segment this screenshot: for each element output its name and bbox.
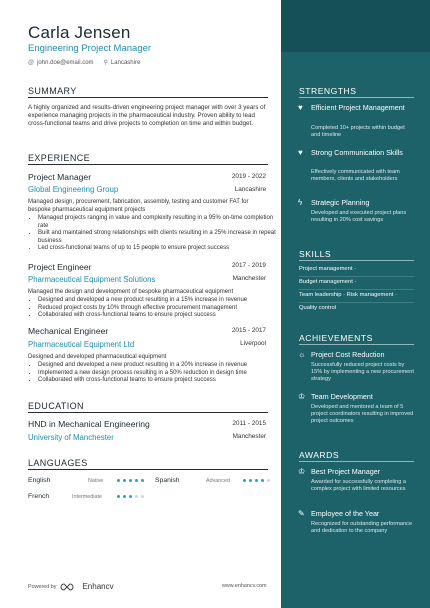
job-location: Liverpool [240, 340, 266, 347]
education-heading: EDUCATION [28, 401, 84, 411]
rating-dot [129, 495, 132, 498]
achievement-title: Team Development [311, 392, 373, 401]
job-dates: 2019 - 2022 [231, 173, 266, 180]
skill-row: Project management · [299, 266, 357, 272]
rating-dot [249, 479, 252, 482]
strength-title: Strong Communication Skills [311, 148, 403, 157]
achievements-heading: ACHIEVEMENTS [299, 333, 373, 343]
summary-divider [28, 97, 268, 98]
rating-dot [141, 495, 144, 498]
lightning-icon: ϟ [298, 198, 303, 207]
job-bullets [28, 362, 278, 385]
powered-by-text: Powered by [28, 583, 57, 590]
job-bullet: • Collaborated with cross-functional teams to ensure project success [38, 377, 278, 385]
achievement-description: Developed and mentored a team of 5 project coordinators resulting in improved project outcomes [311, 404, 414, 425]
languages-divider [28, 469, 268, 470]
enhancv-logo-icon [60, 583, 74, 591]
trophy-icon: ♔ [298, 467, 306, 476]
degree-title: HND in Mechanical Engineering [28, 419, 150, 429]
education-dates: 2011 - 2015 [232, 420, 266, 427]
at-icon: @ [28, 59, 35, 66]
candidate-name: Carla Jensen [28, 23, 131, 42]
strengths-divider [299, 97, 414, 98]
job-title: Mechanical Engineer [28, 326, 109, 336]
language-rating [243, 479, 270, 482]
job-bullet: • Managed projects ranging in value and complexity resulting in a 95% on-time completion rate [38, 215, 278, 230]
rating-dot [267, 479, 270, 482]
language-rating [117, 495, 144, 498]
contact-row [28, 59, 140, 66]
strengths-heading: STRENGTHS [299, 86, 357, 96]
job-bullets [28, 215, 278, 253]
language-name: Spanish [155, 477, 180, 484]
rating-dot [255, 479, 258, 482]
job-dates: 2017 - 2019 [231, 262, 266, 269]
achievement-description: Successfully reduced project costs by 15% by implementing a new procurement strategy [311, 362, 414, 383]
job-title: Project Manager [28, 172, 92, 182]
job-description: Designed and developed pharmaceutical equipment [28, 354, 167, 360]
rating-dot [129, 479, 132, 482]
skill-divider [299, 289, 414, 290]
skill-divider [299, 302, 414, 303]
job-title: Project Engineer [28, 262, 92, 272]
summary-text: A highly organized and results-driven engineering project manager with over 3 years of experience managing projects in the pharmaceutical industry. Proven ability to lead cross-functional teams and drive projects to completion on time and within budget. [28, 104, 266, 128]
strength-description: Completed 10+ projects within budget and timeline [311, 125, 405, 139]
pen-icon: ✎ [298, 509, 305, 518]
location-item [104, 59, 141, 66]
job-dates: 2015 - 2017 [231, 327, 266, 334]
award-description: Awarded for successfully completing a complex project with limited resources [311, 479, 407, 493]
lightbulb-icon: ☼ [298, 350, 306, 359]
rating-dot [141, 479, 144, 482]
achievements-divider [299, 344, 414, 345]
rating-dot [123, 479, 126, 482]
award-description: Recognized for outstanding performance and dedication to the company [311, 521, 413, 535]
school-name: University of Manchester [28, 433, 114, 442]
languages-heading: LANGUAGES [28, 458, 88, 468]
job-description: Managed the design and development of bespoke pharmaceutical equipment [28, 289, 234, 295]
brand-name: Enhancv [82, 582, 114, 591]
achievement-title: Project Cost Reduction [311, 350, 385, 359]
strength-description: Developed and executed project plans resulting in 20% cost savings [311, 210, 407, 224]
footer-url[interactable]: www.enhancv.com [222, 583, 267, 589]
job-location: Lancashire [234, 186, 266, 193]
heart-icon: ♥ [298, 148, 303, 157]
job-company: Pharmaceutical Equipment Solutions [28, 275, 156, 284]
rating-dot [261, 479, 264, 482]
location-pin-icon: ⚲ [103, 60, 108, 66]
email-item[interactable] [28, 60, 94, 66]
language-level: Advanced [206, 478, 230, 484]
rating-dot [117, 495, 120, 498]
candidate-role: Engineering Project Manager [28, 43, 152, 54]
experience-divider [28, 164, 268, 165]
school-location: Manchester [232, 433, 266, 440]
job-bullet: • Designed and developed a new product resulting in a 15% increase in revenue [38, 297, 278, 305]
trophy-icon: ♔ [298, 392, 306, 401]
heart-icon: ♥ [298, 103, 303, 112]
job-company: Pharmaceutical Equipment Ltd [28, 340, 135, 349]
language-name: French [28, 493, 50, 500]
job-location: Manchester [232, 275, 266, 282]
skills-heading: SKILLS [299, 249, 332, 259]
skill-row: Quality control [299, 305, 337, 311]
education-divider [28, 412, 268, 413]
awards-divider [299, 461, 414, 462]
award-title: Employee of the Year [311, 509, 380, 518]
strength-title: Strategic Planning [311, 198, 370, 207]
language-level: Native [88, 478, 104, 484]
rating-dot [135, 479, 138, 482]
footer [28, 582, 114, 591]
email-text: john.doe@email.com [37, 59, 94, 66]
skills-divider [299, 260, 414, 261]
skill-row: Budget management · [299, 279, 357, 285]
job-bullet: • Implemented a new design process resulting in a 50% reduction in design time [38, 370, 278, 378]
experience-heading: EXPERIENCE [28, 153, 91, 163]
rating-dot [135, 495, 138, 498]
location-text: Lancashire [110, 60, 141, 66]
sidebar-header-band [281, 0, 430, 52]
job-bullet: • Reduced project costs by 10% through effective procurement management [38, 305, 278, 313]
skill-row: Team leadership · Risk management · [299, 292, 397, 298]
language-name: English [28, 477, 51, 484]
job-bullets [28, 297, 278, 320]
job-bullet: • Designed and developed a new product resulting in a 20% increase in revenue [38, 362, 278, 370]
rating-dot [243, 479, 246, 482]
rating-dot [117, 479, 120, 482]
job-bullet: • Collaborated with cross-functional teams to ensure project success [38, 312, 278, 320]
language-level: Intermediate [72, 494, 102, 500]
language-rating [117, 479, 144, 482]
award-title: Best Project Manager [311, 467, 381, 476]
job-bullet: • Built and maintained strong relationships with clients resulting in a 25% increase in repeat business [38, 230, 278, 245]
sidebar [281, 0, 430, 608]
strength-title: Efficient Project Management [311, 103, 405, 112]
job-description: Managed design, procurement, fabrication, assembly, testing and customer FAT for bespoke pharmaceutical equipment projects [28, 199, 249, 213]
skill-divider [299, 276, 414, 277]
summary-heading: SUMMARY [28, 86, 77, 96]
strength-description: Effectively communicated with team members, clients and stakeholders [311, 169, 400, 183]
awards-heading: AWARDS [299, 450, 340, 460]
job-bullet: • Led cross-functional teams of up to 15 people to ensure project success [38, 245, 278, 253]
job-company: Global Engineering Group [28, 185, 119, 194]
rating-dot [123, 495, 126, 498]
